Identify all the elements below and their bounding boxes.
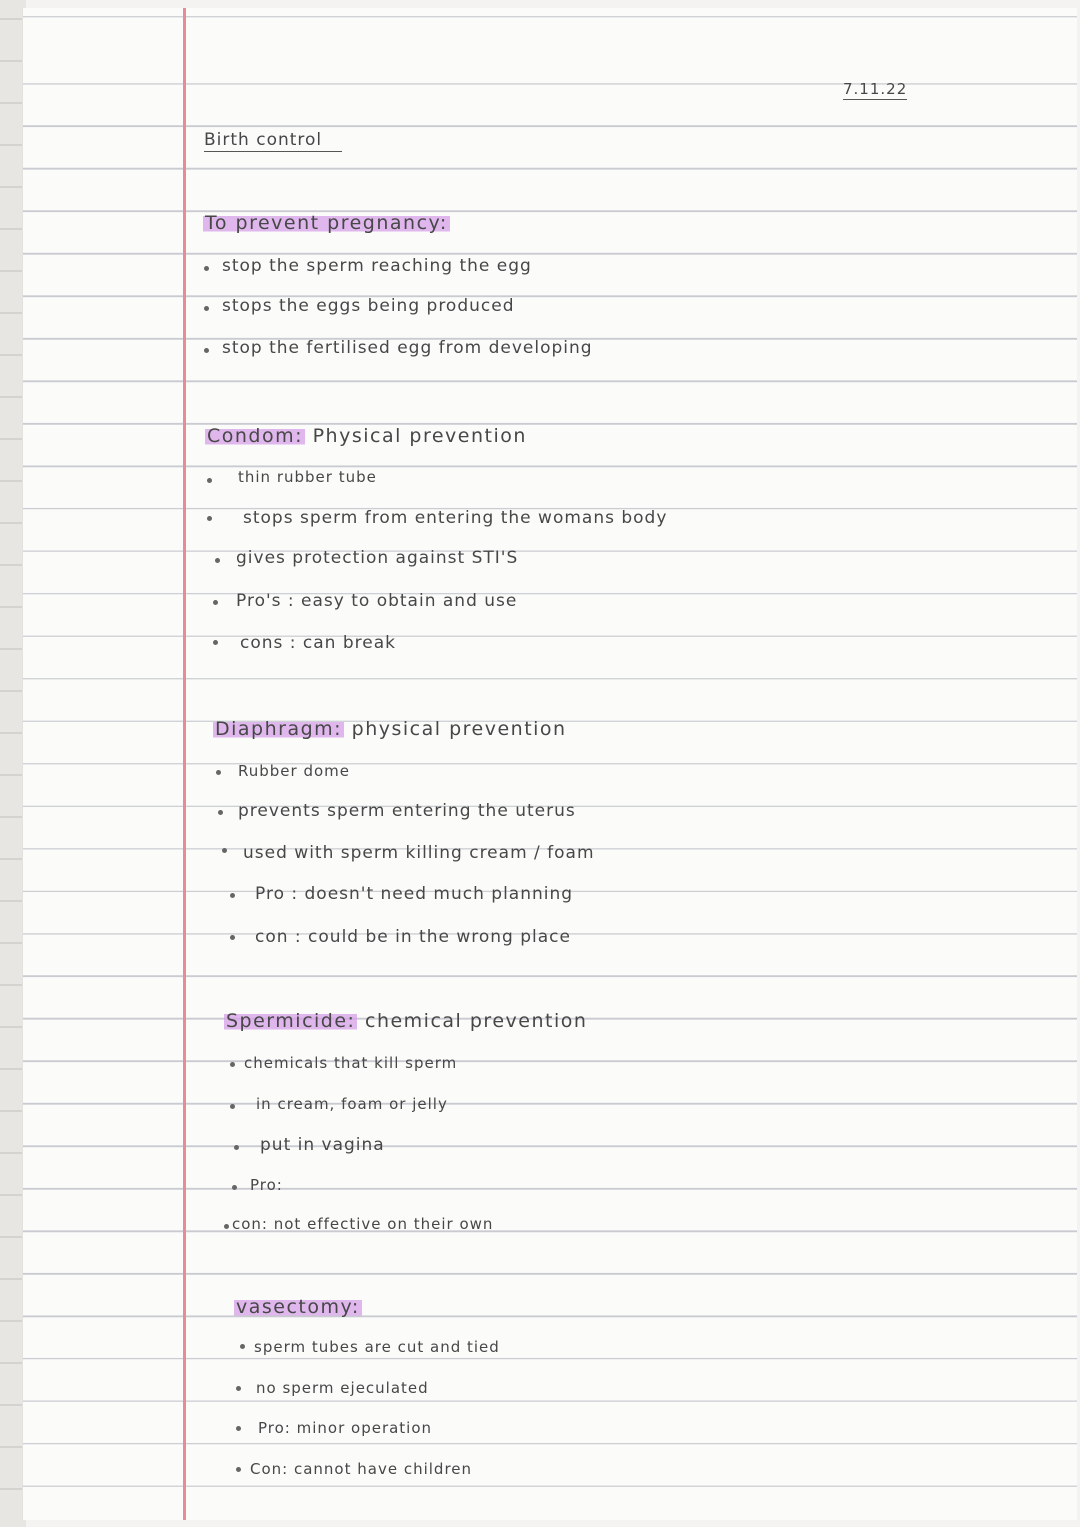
vasectomy-item: Con: cannot have children [250, 1460, 473, 1478]
bullet [236, 1426, 241, 1431]
spermicide-item: in cream, foam or jelly [256, 1095, 448, 1113]
bullet [222, 848, 227, 853]
spermicide-item: con: not effective on their own [232, 1215, 494, 1233]
bullet [215, 558, 220, 563]
bullet [234, 1145, 239, 1150]
bullet [204, 266, 209, 271]
bullet [207, 516, 212, 521]
intro-item: stop the sperm reaching the egg [222, 256, 532, 276]
diaphragm-item: Pro : doesn't need much planning [255, 884, 574, 904]
bullet [236, 1386, 241, 1391]
diaphragm-item: Rubber dome [238, 762, 351, 780]
spermicide-item: chemicals that kill sperm [244, 1054, 458, 1072]
diaphragm-heading: Diaphragm: physical prevention [215, 718, 567, 740]
bullet [240, 1344, 245, 1349]
vasectomy-item: sperm tubes are cut and tied [254, 1338, 500, 1356]
condom-item: Pro's : easy to obtain and use [236, 591, 518, 611]
bullet [204, 306, 209, 311]
vasectomy-item: no sperm ejeculated [256, 1379, 429, 1397]
intro-item: stops the eggs being produced [222, 296, 515, 316]
margin-line [183, 8, 186, 1520]
spermicide-heading: Spermicide: chemical prevention [226, 1010, 588, 1032]
bullet [230, 1104, 235, 1109]
diaphragm-item: prevents sperm entering the uterus [238, 801, 576, 821]
bullet [213, 600, 218, 605]
intro-heading: To prevent pregnancy: [205, 212, 448, 234]
bullet [230, 893, 235, 898]
bullet [230, 935, 235, 940]
condom-item: gives protection against STI'S [236, 548, 519, 568]
bullet [216, 770, 221, 775]
condom-item: cons : can break [240, 633, 396, 653]
vasectomy-heading: vasectomy: [236, 1296, 360, 1318]
condom-heading: Condom: Physical prevention [207, 425, 527, 447]
diaphragm-item: con : could be in the wrong place [255, 927, 571, 947]
diaphragm-item: used with sperm killing cream / foam [243, 843, 595, 863]
bullet [236, 1467, 241, 1472]
bullet [207, 478, 212, 483]
bullet [213, 640, 218, 645]
notebook-page [22, 8, 1077, 1520]
bullet [232, 1185, 237, 1190]
bullet [230, 1062, 235, 1067]
spermicide-item: put in vagina [260, 1135, 385, 1155]
vasectomy-item: Pro: minor operation [258, 1419, 433, 1437]
condom-item: thin rubber tube [238, 468, 377, 486]
page-title: Birth control [204, 130, 342, 152]
intro-item: stop the fertilised egg from developing [222, 338, 593, 358]
bullet [204, 348, 209, 353]
bullet [218, 810, 223, 815]
spermicide-item: Pro: [250, 1176, 283, 1194]
condom-item: stops sperm from entering the womans body [243, 508, 668, 528]
bullet [224, 1224, 229, 1229]
date: 7.11.22 [843, 80, 908, 98]
